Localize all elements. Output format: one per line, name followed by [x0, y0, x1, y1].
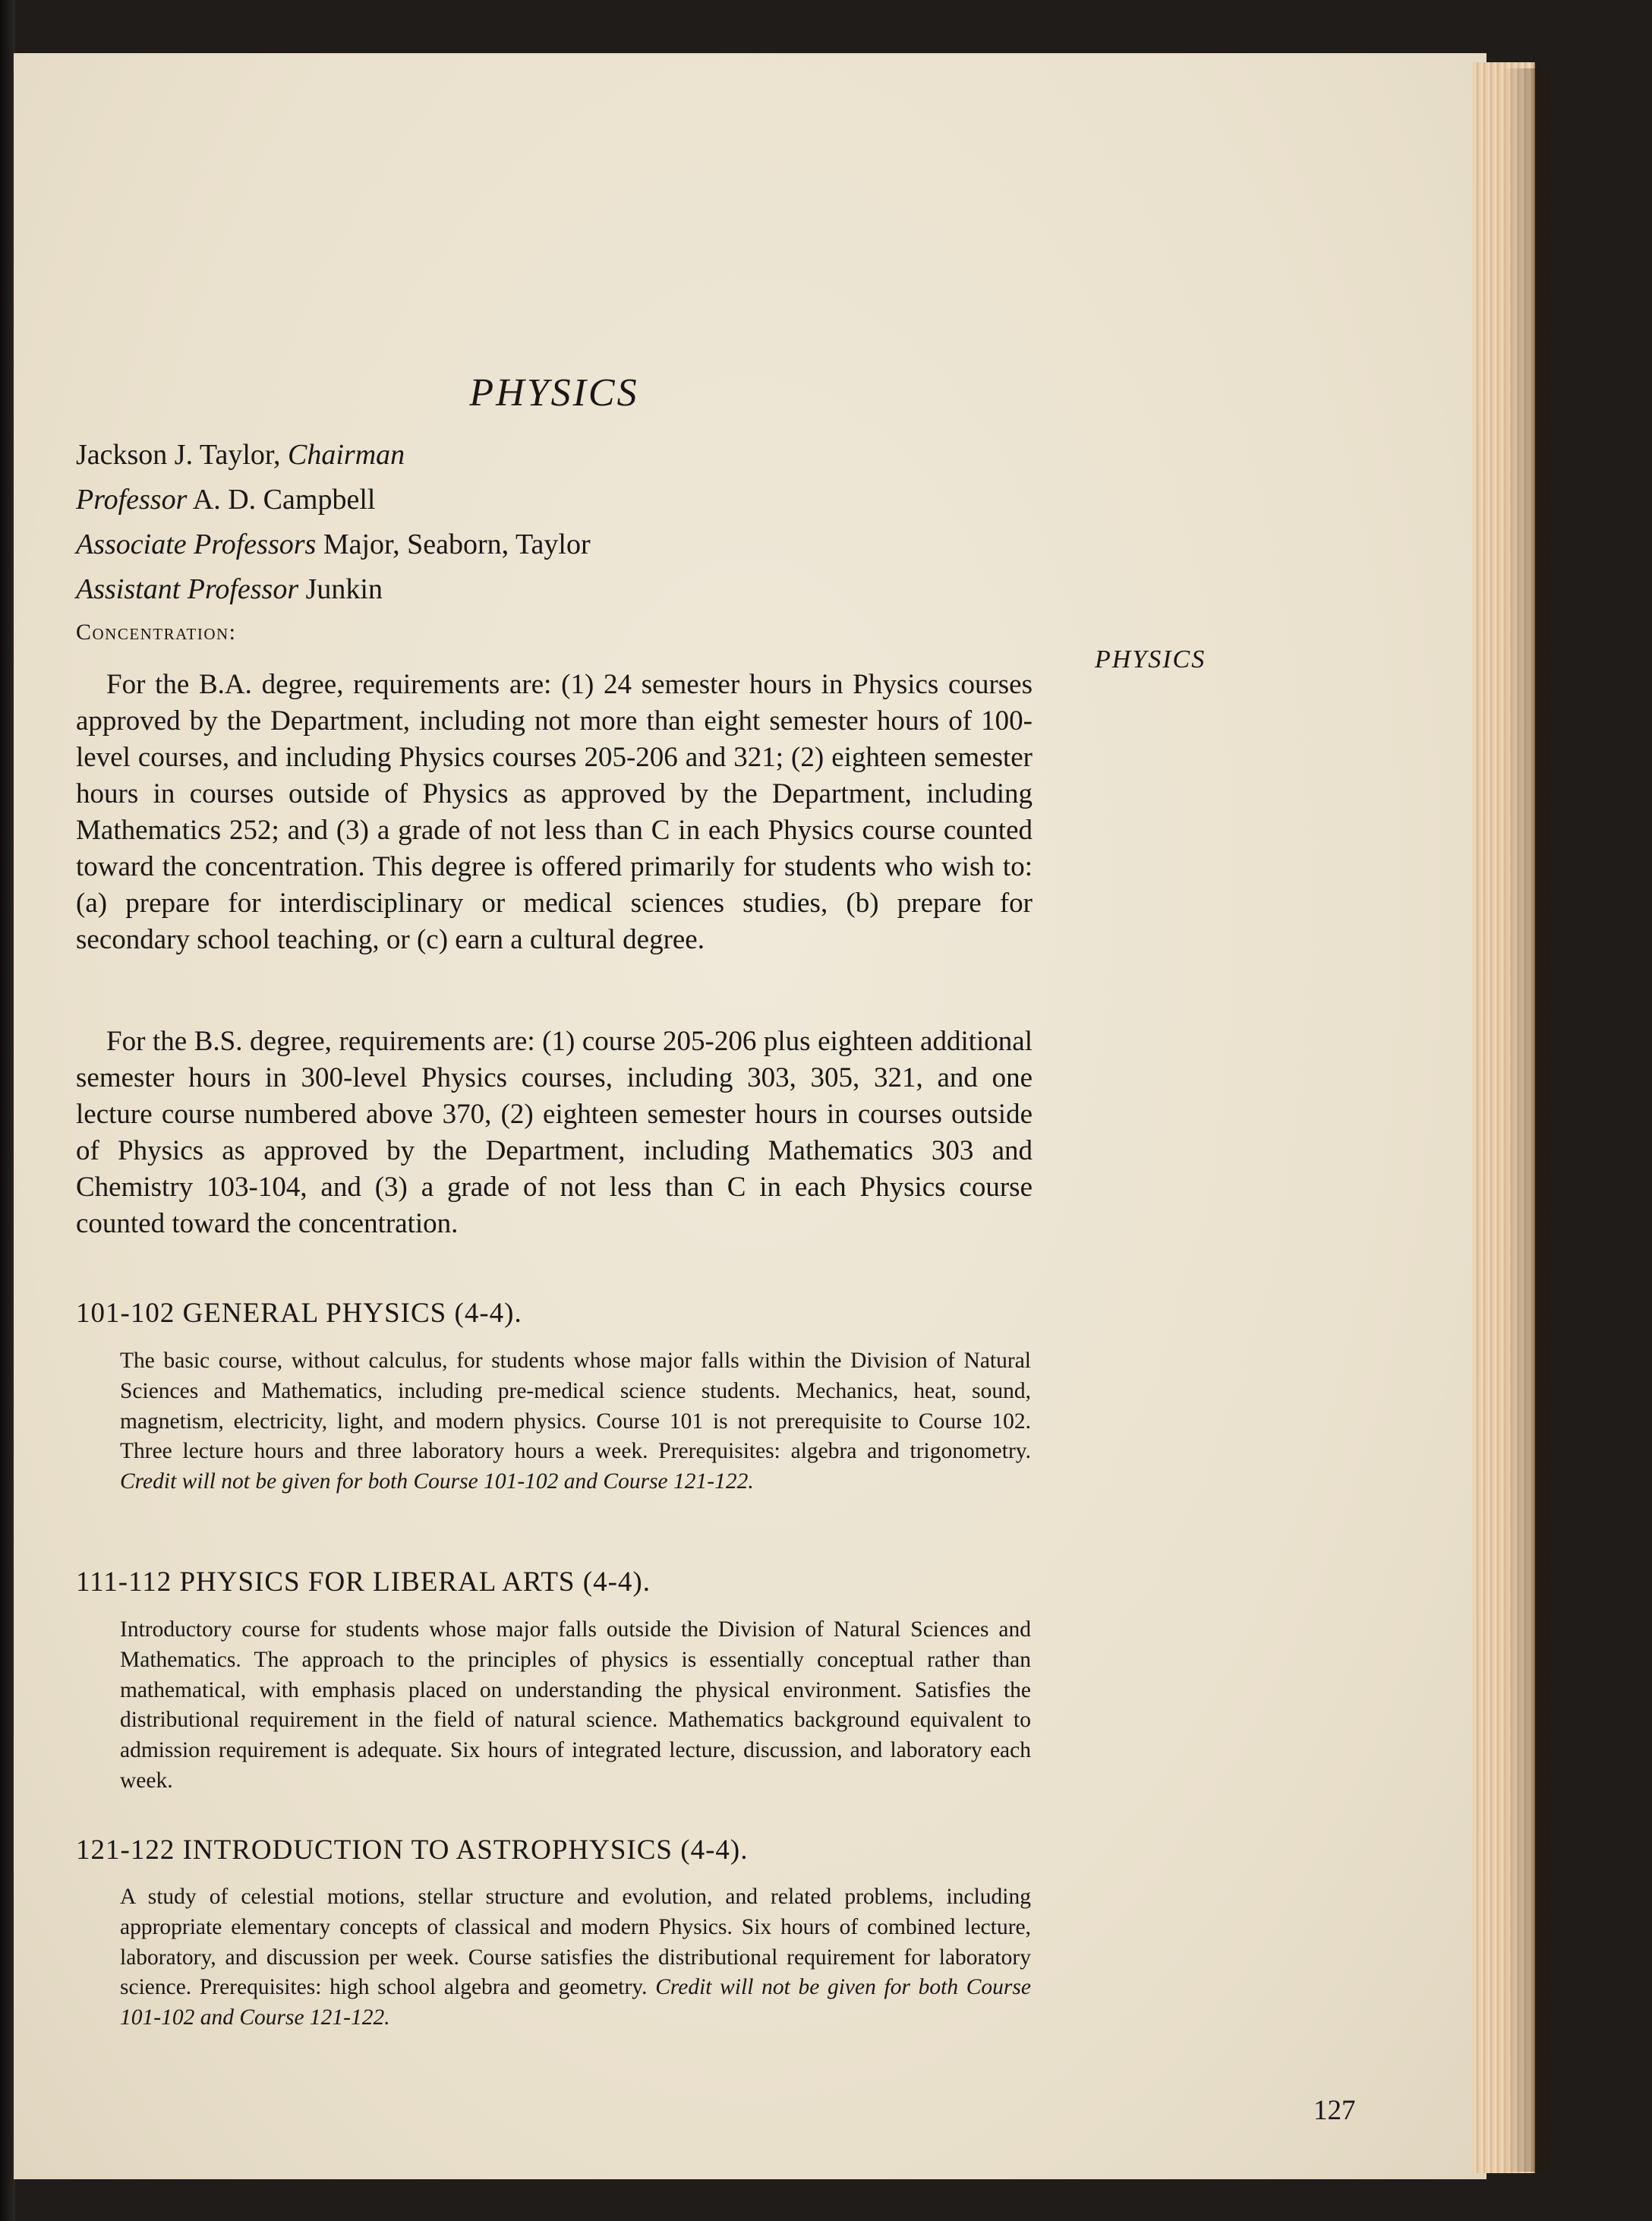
concentration-heading: Concentration: — [76, 620, 237, 645]
book-gutter — [0, 0, 15, 2221]
faculty-list — [76, 433, 591, 612]
concentration-bs-paragraph: For the B.S. degree, requirements are: (1) course 205-206 plus eighteen additional semester hours in 300-level Physics courses, including 303, 305, 321, and one lecture course numbered above 370, (2) eighteen semester hours in courses outside of Physics as approved by the Department, including Mathematics 303 and Chemistry 103-104, and (3) a grade of not less than C in each Physics course counted toward the concentration. — [76, 1026, 1032, 1239]
faculty-assistant-professor: Assistant Professor Junkin — [76, 573, 383, 605]
faculty-chairman: Jackson J. Taylor, Chairman — [76, 439, 405, 471]
book-page — [14, 53, 1486, 2179]
running-head: PHYSICS — [1095, 645, 1206, 674]
concentration-ba-paragraph: For the B.A. degree, requirements are: (1) 24 semester hours in Physics courses approved by the Department, including not more than eight semester hours of 100-level courses, and including Physics courses 205-206 and 321; (2) eighteen semester hours in courses outside of Physics as approved by the Department, including Mathematics 252; and (3) a grade of not less than C in each Physics course counted toward the concentration. This degree is offered primarily for students who wish to: (a) prepare for interdisciplinary or medical sciences studies, (b) prepare for secondary school teaching, or (c) earn a cultural degree. — [76, 669, 1032, 955]
course-heading: 121-122 INTRODUCTION TO ASTROPHYSICS (4-4). — [76, 1835, 749, 1866]
page-number: 127 — [1313, 2095, 1356, 2126]
faculty-professor: Professor A. D. Campbell — [76, 484, 376, 516]
course-heading: 101-102 GENERAL PHYSICS (4-4). — [76, 1298, 522, 1329]
page-edges-shadow — [1503, 68, 1549, 2172]
department-title: PHYSICS — [469, 371, 639, 415]
course-description: Introductory course for students whose major falls outside the Division of Natural Sciences and Mathematics. The approach to the principles of physics is essentially conceptual rather than mathematical, with emphasis placed on understanding the physical environment. Satisfies the distributional requirement in the field of natural science. Mathematics background equivalent to admission requirement is adequate. Six hours of integrated lecture, discussion, and laboratory each week. — [120, 1617, 1031, 1793]
course-heading: 111-112 PHYSICS FOR LIBERAL ARTS (4-4). — [76, 1566, 651, 1598]
course-description: The basic course, without calculus, for students whose major falls within the Division of Natural Sciences and Mathematics, including pre-medical science students. Mechanics, heat, sound, magnetism, electricity, light, and modern physics. Course 101 is not prerequisite to Course 102. Three lecture hours and three laboratory hours a week. Prerequisites: algebra and trigonometry. Credit will not be given for both Course 101-102 and Course 121-122. — [120, 1349, 1031, 1494]
course-description: A study of celestial motions, stellar structure and evolution, and related problems, including appropriate elementary concepts of classical and modern Physics. Six hours of combined lecture, laboratory, and discussion per week. Course satisfies the distributional requirement for laboratory science. Prerequisites: high school algebra and geometry. Credit will not be given for both Course 101-102 and Course 121-122. — [120, 1885, 1031, 2030]
faculty-associate-professors: Associate Professors Major, Seaborn, Taylor — [76, 528, 591, 560]
